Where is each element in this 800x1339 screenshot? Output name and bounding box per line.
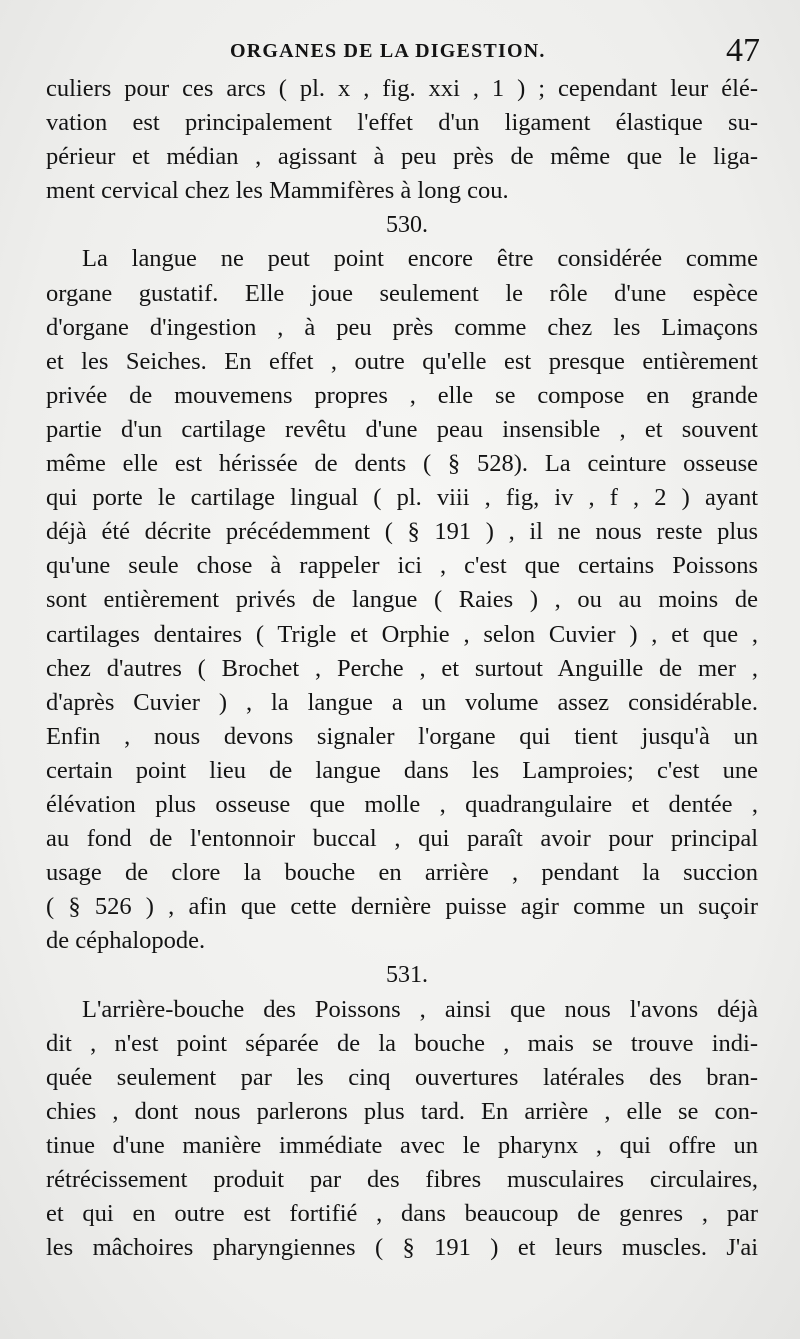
body-text — [46, 72, 758, 1265]
text-line: vation est principalement l'effet d'un ligament élastique su- — [46, 109, 758, 137]
text-line: et les Seiches. En effet , outre qu'elle est presque entièrement — [46, 347, 758, 375]
section-number-530: 530. — [386, 212, 428, 239]
text-line: dit , n'est point séparée de la bouche , mais se trouve indi- — [46, 1029, 758, 1057]
text-line: cartilages dentaires ( Trigle et Orphie , selon Cuvier ) , et que , — [46, 620, 758, 648]
text-line: ( § 526 ) , afin que cette dernière puisse agir comme un suçoir — [46, 893, 758, 921]
text-line: tinue d'une manière immédiate avec le pharynx , qui offre un — [46, 1131, 758, 1159]
text-line: organe gustatif. Elle joue seulement le rôle d'une espèce — [46, 279, 758, 307]
text-line: rétrécissement produit par des fibres musculaires circulaires, — [46, 1166, 758, 1193]
paragraph-continuation — [46, 72, 758, 208]
text-line: La langue ne peut point encore être considérée comme — [82, 245, 758, 273]
text-line: même elle est hérissée de dents ( § 528). La ceinture osseuse — [46, 450, 758, 478]
paragraph-531 — [46, 993, 758, 1266]
page-header — [0, 34, 800, 74]
text-line: sont entièrement privés de langue ( Raies ) , ou au moins de — [46, 586, 758, 614]
text-line: privée de mouvemens propres , elle se compose en grande — [46, 381, 758, 409]
text-line: chies , dont nous parlerons plus tard. En arrière , elle se con- — [46, 1097, 758, 1125]
text-line: chez d'autres ( Brochet , Perche , et surtout Anguille de mer , — [46, 654, 758, 682]
text-line: au fond de l'entonnoir buccal , qui paraît avoir pour principal — [46, 825, 758, 853]
text-line: déjà été décrite précédemment ( § 191 ) , il ne nous reste plus — [46, 518, 758, 546]
paragraph-530 — [46, 242, 758, 958]
text-line: culiers pour ces arcs ( pl. x , fig. xxi , 1 ) ; cependant leur élé- — [46, 75, 758, 102]
text-line: qui porte le cartilage lingual ( pl. viii , fig, iv , f , 2 ) ayant — [46, 484, 758, 512]
text-line: de céphalopode. — [46, 927, 206, 955]
text-line: périeur et médian , agissant à peu près de même que le liga- — [46, 143, 758, 171]
text-line: usage de clore la bouche en arrière , pendant la succion — [46, 859, 758, 887]
text-line: élévation plus osseuse que molle , quadrangulaire et dentée , — [46, 790, 758, 818]
text-line: partie d'un cartilage revêtu d'une peau insensible , et souvent — [46, 415, 758, 443]
text-line: certain point lieu de langue dans les Lamproies; c'est une — [46, 756, 758, 784]
text-line: d'organe d'ingestion , à peu près comme chez les Limaçons — [46, 313, 758, 341]
text-line: et qui en outre est fortifié , dans beaucoup de genres , par — [46, 1200, 758, 1228]
section-number-531: 531. — [386, 962, 428, 989]
text-line: ment cervical chez les Mammifères à long cou. — [46, 177, 509, 205]
text-line: Enfin , nous devons signaler l'organe qui tient jusqu'à un — [46, 722, 758, 750]
running-title: ORGANES DE LA DIGESTION. — [230, 40, 546, 62]
text-line: L'arrière-bouche des Poissons , ainsi que nous l'avons déjà — [82, 995, 758, 1023]
text-line: quée seulement par les cinq ouvertures latérales des bran- — [46, 1063, 758, 1091]
text-line: les mâchoires pharyngiennes ( § 191 ) et leurs muscles. J'ai — [46, 1234, 758, 1262]
text-line: qu'une seule chose à rappeler ici , c'est que certains Poissons — [46, 552, 758, 580]
text-line: d'après Cuvier ) , la langue a un volume assez considérable. — [46, 688, 758, 716]
page-number: 47 — [726, 32, 760, 69]
